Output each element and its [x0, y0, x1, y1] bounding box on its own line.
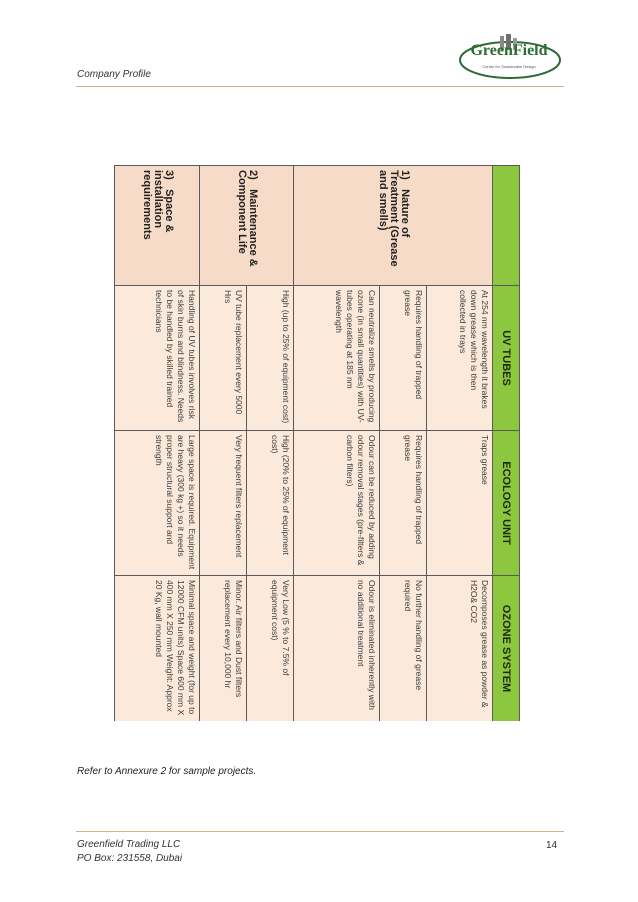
table-cell: High (20% to 25% of equipment cost) — [247, 431, 294, 576]
table-row — [247, 166, 294, 722]
table-header-row — [493, 166, 520, 722]
footer-divider — [76, 831, 564, 832]
table-cell: At 254 nm wavelength it brakes down grease which is then collected in trays — [426, 286, 492, 431]
category-label: Space & installation requirements — [140, 170, 175, 240]
footer-address: PO Box: 231558, Dubai — [77, 853, 183, 864]
table-cell: Traps grease — [426, 431, 492, 576]
category-number: 3) — [162, 170, 175, 180]
table-cell: Handling of UV tubes involves risk of skin burns and blindness. Needs to be handled by skilled trained technicians — [115, 286, 200, 431]
table-cell: Very frequent filters replacement — [200, 431, 247, 576]
category-label: Maintenance & Component Life — [235, 170, 259, 267]
table-cell: Large space is required. Equipment are heavy (300 kg +) so it needs proper structural support and strength — [115, 431, 200, 576]
table-cell: Minimal space and weight (for up to 12000 CFM units) Space 600 mm X 400 mm X 250 mm Weight: Approx 20 Kg, wall mounted — [115, 576, 200, 722]
footer-company-name: Greenfield Trading LLC — [77, 839, 181, 850]
logo-tagline: Centre for Sustainable Design — [482, 64, 536, 69]
header-divider — [76, 86, 564, 87]
category-cell — [294, 166, 493, 286]
category-cell — [200, 166, 294, 286]
category-label: Nature of Treatment (Grease and smells) — [376, 170, 411, 267]
table-cell: UV tube replacement every 5000 Hrs — [200, 286, 247, 431]
logo — [456, 34, 564, 84]
table-cell: High (up to 25% of equipment cost) — [247, 286, 294, 431]
table-cell: Very Low (5 % to 7.5% of equipment cost) — [247, 576, 294, 722]
comparison-table-image — [114, 165, 520, 721]
table-cell: Requires handling of trapped grease — [379, 286, 426, 431]
column-header-blank — [493, 166, 520, 286]
logo-name: GreenField — [470, 42, 548, 59]
table-cell: No further handling of grease required — [379, 576, 426, 722]
table-cell: Can neutralize smells by producing ozone (in small quantities) with UV-tubes operating at 185 nm wavelength — [294, 286, 379, 431]
table-cell: Odour can be reduced by adding odour removal stages (pre-filters & carbon filters) — [294, 431, 379, 576]
table-row — [115, 166, 200, 722]
table-cell: Requires handling of trapped grease — [379, 431, 426, 576]
page-header-title: Company Profile — [77, 69, 151, 80]
column-header-uv-tubes: UV TUBES — [493, 286, 520, 431]
table-cell: Minor. Air filters and Dust filters replacement every 10,000 hr — [200, 576, 247, 722]
table-cell: Decomposes grease as powder & H2O& CO2 — [426, 576, 492, 722]
column-header-ozone-system: OZONE SYSTEM — [493, 576, 520, 722]
category-number: 2) — [246, 170, 259, 180]
category-number: 1) — [398, 170, 411, 180]
comparison-table — [114, 165, 520, 721]
annexure-note: Refer to Annexure 2 for sample projects. — [77, 766, 257, 777]
table-cell: Odour is eliminated inherently with no additional treatment — [294, 576, 379, 722]
column-header-ecology-unit: ECOLOGY UNIT — [493, 431, 520, 576]
footer-company-info — [77, 838, 182, 866]
category-cell — [115, 166, 200, 286]
page-number: 14 — [546, 840, 558, 851]
table-row — [426, 166, 492, 722]
